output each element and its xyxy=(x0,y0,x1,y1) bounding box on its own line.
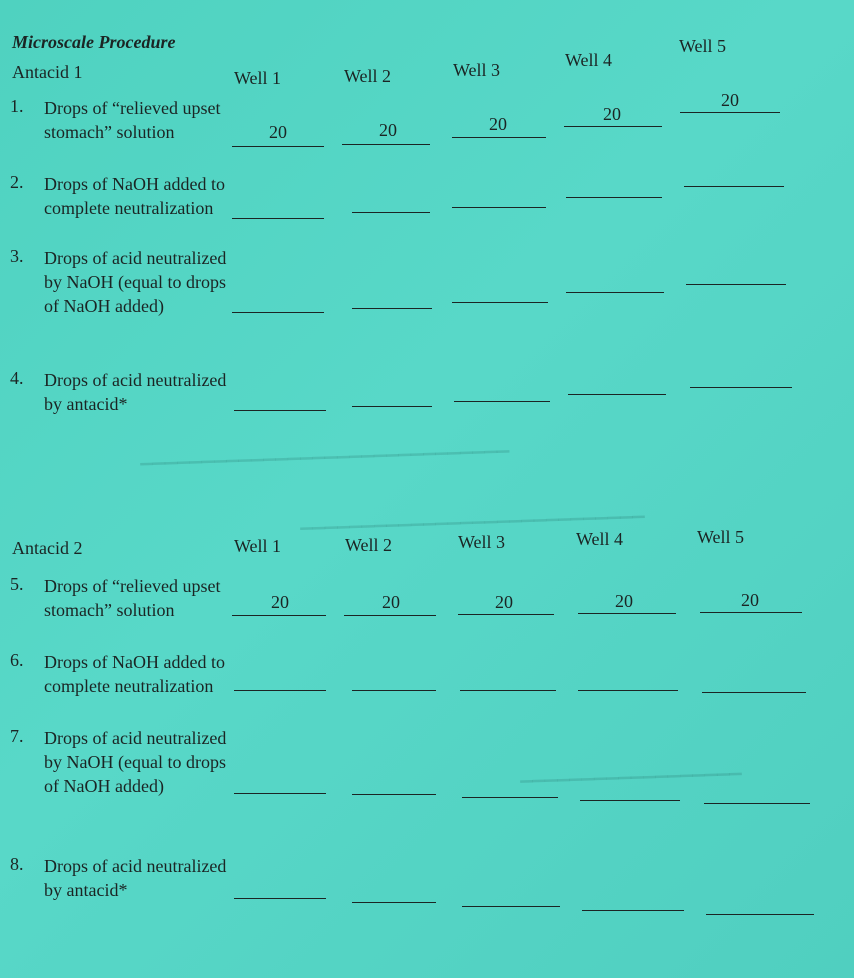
answer-line xyxy=(686,284,786,285)
q5-well-1-value[interactable]: 20 xyxy=(271,592,289,612)
answer-line xyxy=(352,406,432,407)
question-number: 4. xyxy=(10,368,24,388)
answer-line xyxy=(566,197,662,198)
antacid-2-well-5-header: Well 5 xyxy=(697,527,745,547)
bleed-through-decoration: ▁▁▁▁▁▁▁▁▁▁▁▁▁▁▁▁▁▁▁▁▁▁▁▁▁▁▁▁▁▁ xyxy=(139,435,510,466)
question-text: Drops of acid neutralized by antacid* xyxy=(44,370,227,414)
answer-line xyxy=(582,910,684,911)
answer-line xyxy=(232,218,324,219)
answer-line xyxy=(458,614,554,615)
question-text: Drops of NaOH added to complete neutralization xyxy=(44,174,225,218)
antacid-1-label: Antacid 1 xyxy=(12,62,83,82)
answer-line xyxy=(352,690,436,691)
answer-line xyxy=(700,612,802,613)
question-number: 8. xyxy=(10,854,24,874)
answer-line xyxy=(462,797,558,798)
q5-well-2-value[interactable]: 20 xyxy=(382,592,400,612)
antacid-1-well-1-header: Well 1 xyxy=(234,68,282,88)
answer-line xyxy=(580,800,680,801)
answer-line xyxy=(234,410,326,411)
answer-line xyxy=(460,690,556,691)
answer-line xyxy=(704,803,810,804)
question-text: Drops of NaOH added to complete neutralization xyxy=(44,652,225,696)
antacid-1-well-4-header: Well 4 xyxy=(565,50,613,70)
answer-line xyxy=(234,898,326,899)
antacid-2-well-3-header: Well 3 xyxy=(458,532,506,552)
answer-line xyxy=(690,387,792,388)
answer-line xyxy=(232,146,324,147)
answer-line xyxy=(566,292,664,293)
page-title: Microscale Procedure xyxy=(12,32,176,52)
answer-line xyxy=(452,207,546,208)
question-number: 6. xyxy=(10,650,24,670)
question-text: Drops of acid neutralized by NaOH (equal to drops of NaOH added) xyxy=(44,728,227,796)
answer-line xyxy=(232,312,324,313)
answer-line xyxy=(352,902,436,903)
answer-line xyxy=(344,615,436,616)
q1-well-3-value[interactable]: 20 xyxy=(489,114,507,134)
answer-line xyxy=(462,906,560,907)
antacid-2-well-1-header: Well 1 xyxy=(234,536,282,556)
answer-line xyxy=(352,794,436,795)
bleed-through-decoration: ▁▁▁▁▁▁▁▁▁▁▁▁▁▁▁▁▁▁ xyxy=(519,758,742,783)
q1-well-2-value[interactable]: 20 xyxy=(379,120,397,140)
antacid-2-label: Antacid 2 xyxy=(12,538,83,558)
answer-line xyxy=(680,112,780,113)
question-text: Drops of “relieved upset stomach” solution xyxy=(44,98,221,142)
antacid-1-well-3-header: Well 3 xyxy=(453,60,501,80)
question-text: Drops of acid neutralized by antacid* xyxy=(44,856,227,900)
answer-line xyxy=(452,302,548,303)
antacid-2-well-2-header: Well 2 xyxy=(345,535,393,555)
q5-well-4-value[interactable]: 20 xyxy=(615,591,633,611)
answer-line xyxy=(452,137,546,138)
antacid-1-well-2-header: Well 2 xyxy=(344,66,392,86)
answer-line xyxy=(342,144,430,145)
answer-line xyxy=(578,613,676,614)
answer-line xyxy=(234,793,326,794)
q1-well-5-value[interactable]: 20 xyxy=(721,90,739,110)
q1-well-4-value[interactable]: 20 xyxy=(603,104,621,124)
question-number: 1. xyxy=(10,96,24,116)
question-number: 3. xyxy=(10,246,24,266)
antacid-2-well-4-header: Well 4 xyxy=(576,529,624,549)
answer-line xyxy=(454,401,550,402)
question-number: 5. xyxy=(10,574,24,594)
answer-line xyxy=(564,126,662,127)
question-text: Drops of acid neutralized by NaOH (equal to drops of NaOH added) xyxy=(44,248,227,316)
q5-well-5-value[interactable]: 20 xyxy=(741,590,759,610)
q1-well-1-value[interactable]: 20 xyxy=(269,122,287,142)
answer-line xyxy=(684,186,784,187)
question-number: 2. xyxy=(10,172,24,192)
answer-line xyxy=(578,690,678,691)
answer-line xyxy=(232,615,326,616)
answer-line xyxy=(706,914,814,915)
answer-line xyxy=(702,692,806,693)
question-number: 7. xyxy=(10,726,24,746)
answer-line xyxy=(568,394,666,395)
question-text: Drops of “relieved upset stomach” solution xyxy=(44,576,221,620)
answer-line xyxy=(352,212,430,213)
answer-line xyxy=(234,690,326,691)
answer-line xyxy=(352,308,432,309)
q5-well-3-value[interactable]: 20 xyxy=(495,592,513,612)
antacid-1-well-5-header: Well 5 xyxy=(679,36,727,56)
bleed-through-decoration: ▁▁▁▁▁▁▁▁▁▁▁▁▁▁▁▁▁▁▁▁▁▁▁▁▁▁▁▁ xyxy=(299,500,645,531)
